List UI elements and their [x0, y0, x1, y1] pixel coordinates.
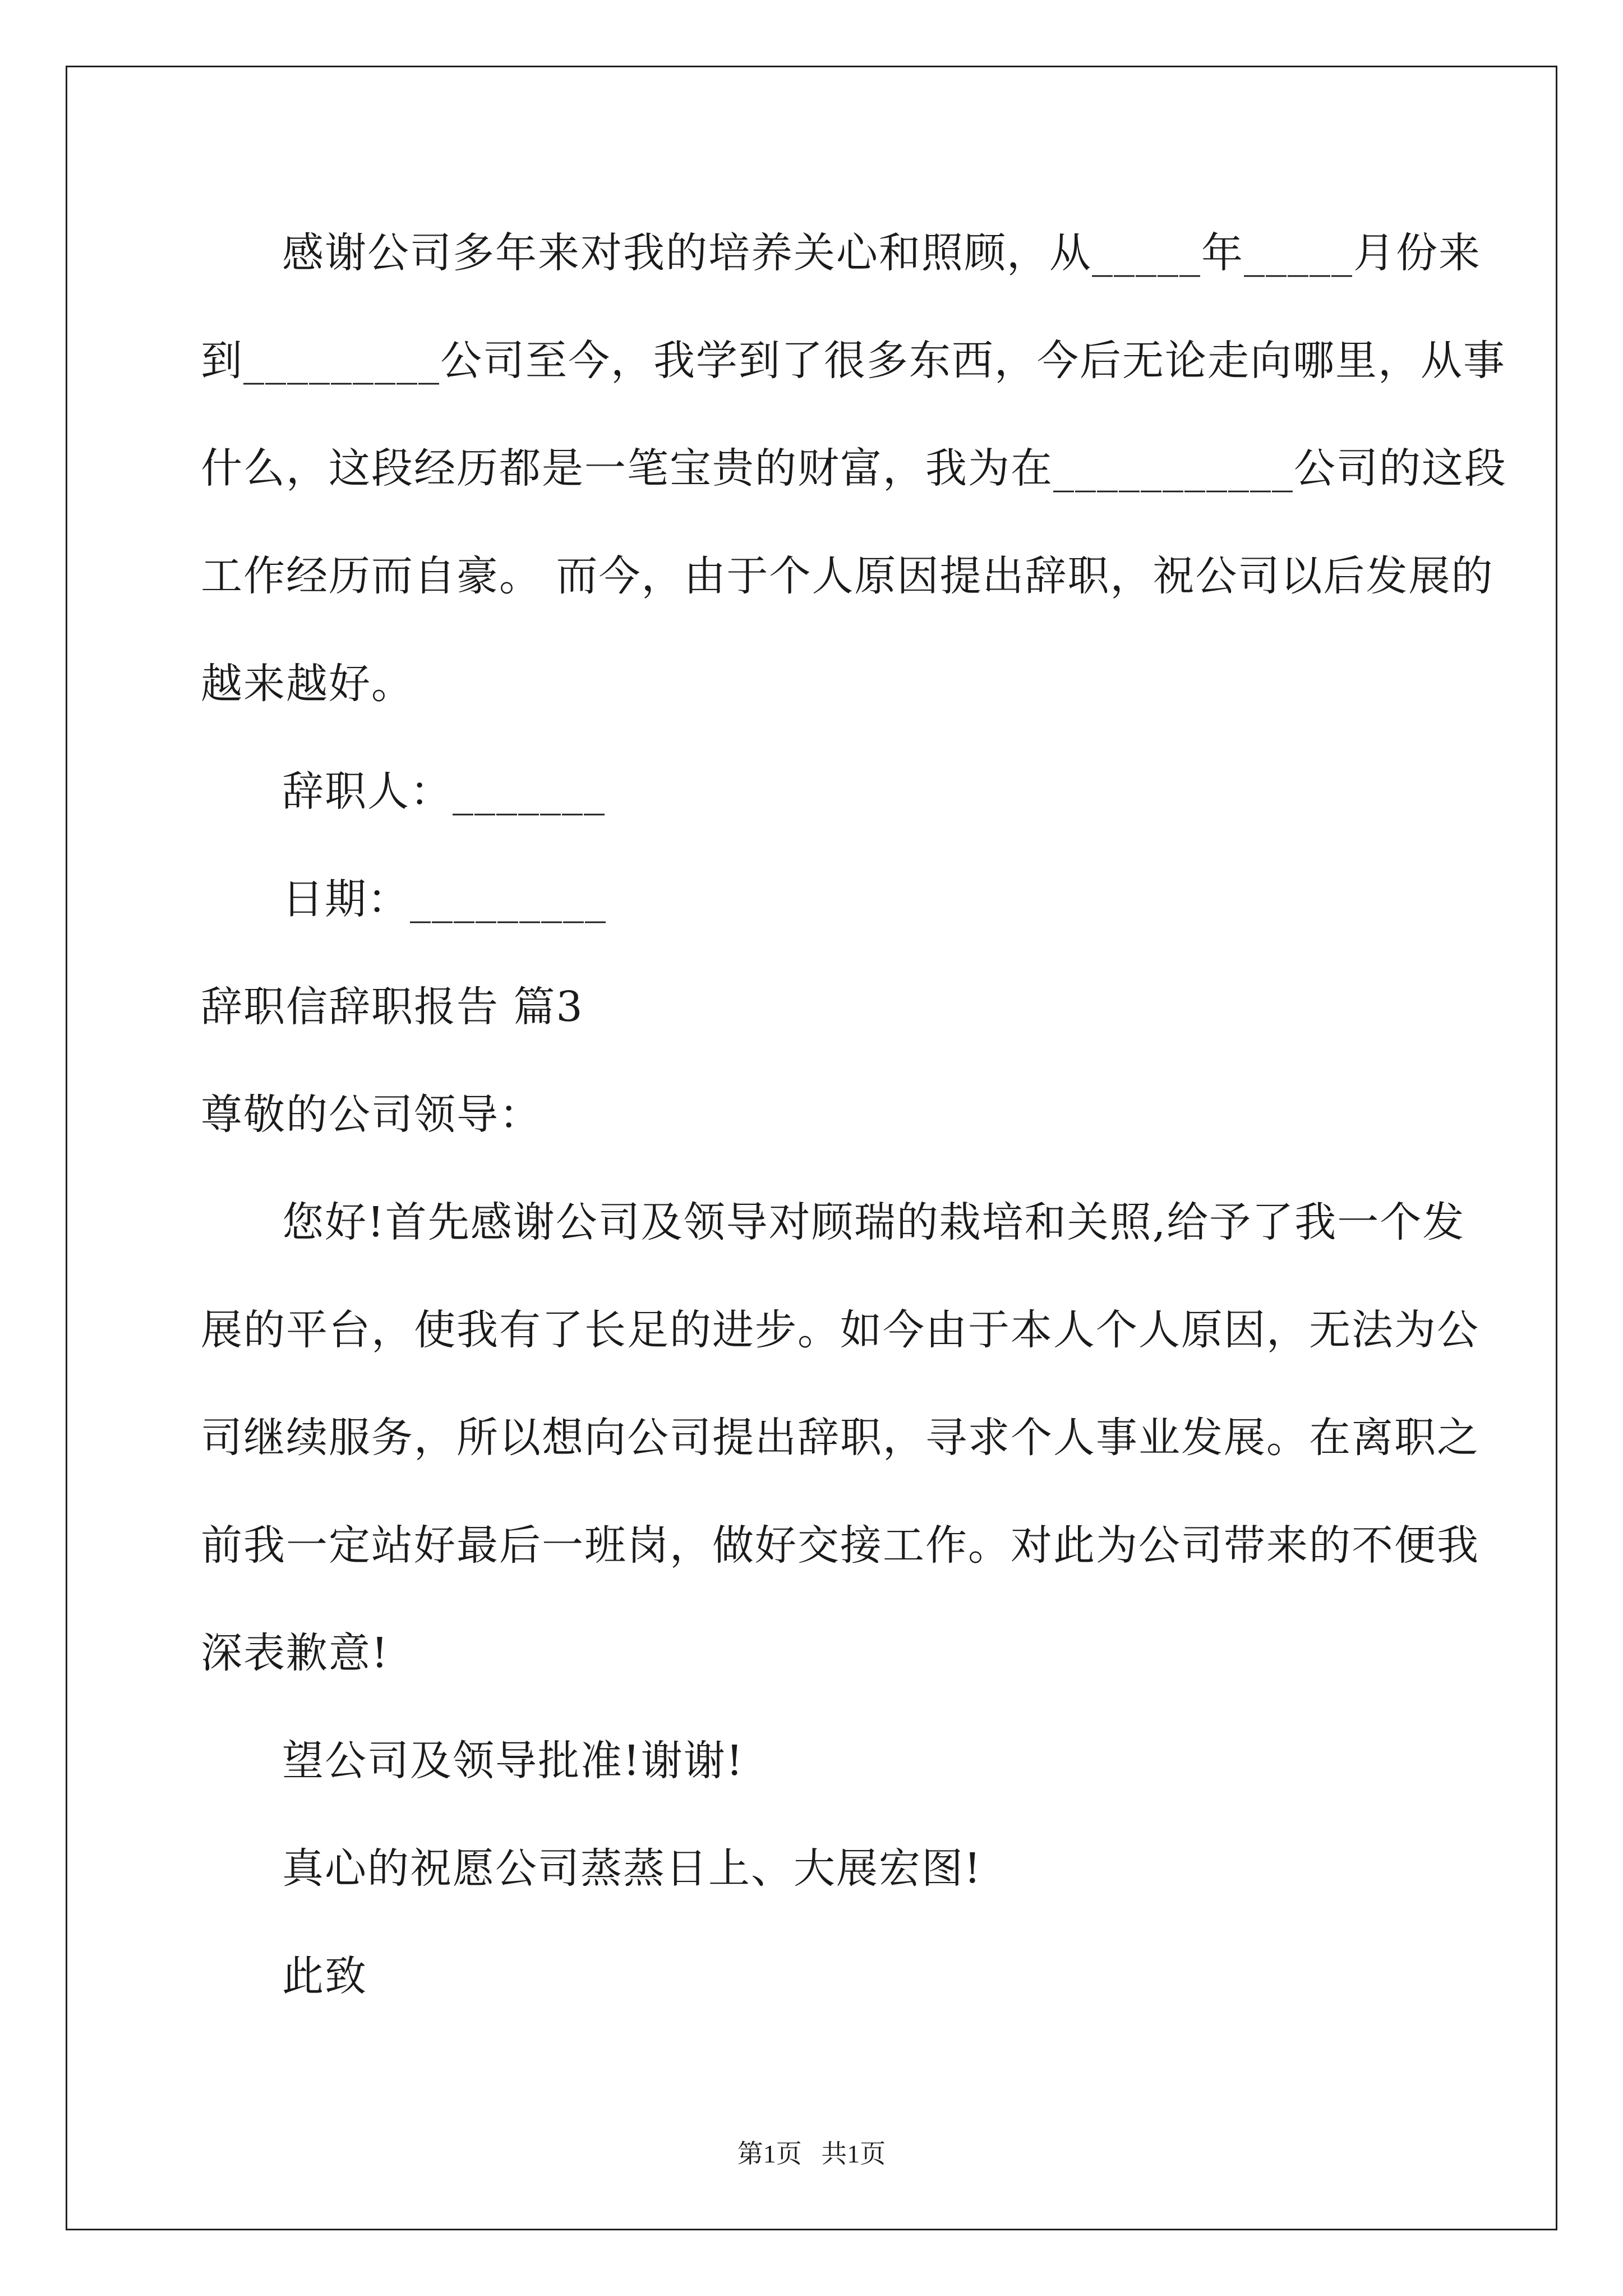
paragraph-line: 前我一定站好最后一班岗，做好交接工作。对此为公司带来的不便我	[201, 1521, 1479, 1570]
paragraph-line: 望公司及领导批准!谢谢!	[282, 1737, 744, 1785]
paragraph-line: 您好!首先感谢公司及领导对顾瑞的栽培和关照,给予了我一个发	[282, 1198, 1465, 1246]
paragraph-line: 越来越好。	[201, 660, 414, 708]
page-border	[66, 66, 1557, 2230]
paragraph-line: 展的平台，使我有了长足的进步。如今由于本人个人原因，无法为公	[201, 1306, 1479, 1354]
paragraph-line: 深表歉意!	[201, 1629, 389, 1677]
paragraph-line: 司继续服务，所以想向公司提出辞职，寻求个人事业发展。在离职之	[201, 1414, 1479, 1462]
paragraph-line: 到_________公司至今，我学到了很多东西，今后无论走向哪里，从事	[201, 337, 1506, 385]
paragraph-line: 工作经历而自豪。 而今，由于个人原因提出辞职，祝公司以后发展的	[201, 552, 1494, 600]
salutation: 尊敬的公司领导：	[201, 1091, 542, 1139]
paragraph-line: 真心的祝愿公司蒸蒸日上、大展宏图!	[282, 1844, 982, 1893]
page-footer: 第1页 共1页	[737, 2139, 886, 2168]
section-heading: 辞职信辞职报告 篇3	[201, 983, 584, 1031]
paragraph-line: 感谢公司多年来对我的培养关心和照顾，从_____年_____月份来	[282, 229, 1481, 277]
date-line: 日期：_________	[282, 875, 607, 923]
signature-line: 辞职人：_______	[282, 767, 606, 816]
closing-line: 此致	[282, 1952, 367, 2000]
paragraph-line: 什么，这段经历都是一笔宝贵的财富，我为在___________公司的这段	[201, 444, 1507, 493]
